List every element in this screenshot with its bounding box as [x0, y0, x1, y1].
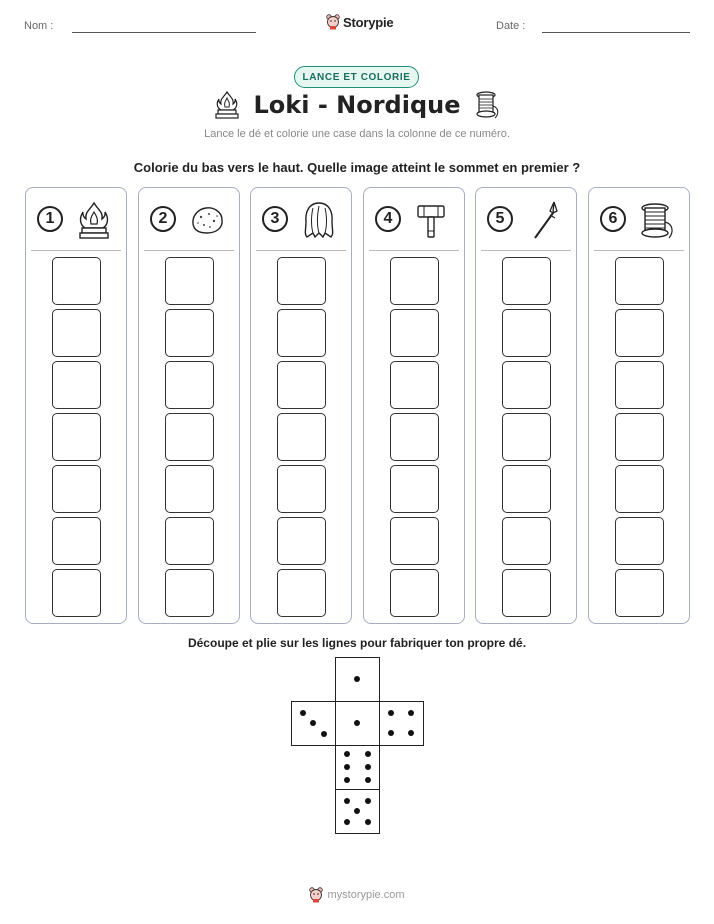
die-pip: [388, 730, 394, 736]
color-box[interactable]: [165, 465, 214, 513]
color-box[interactable]: [390, 569, 439, 617]
die-pip: [408, 730, 414, 736]
die-pip: [344, 819, 350, 825]
subtitle: Lance le dé et colorie une case dans la colonne de ce numéro.: [204, 128, 510, 140]
color-box[interactable]: [277, 517, 326, 565]
rock-icon: [187, 200, 227, 240]
column-header: [139, 200, 239, 240]
color-box[interactable]: [52, 413, 101, 461]
color-box[interactable]: [165, 569, 214, 617]
fire-icon: [214, 90, 240, 120]
column-header: [26, 200, 126, 240]
die-pip: [365, 751, 371, 757]
die-face-1: [335, 657, 380, 702]
color-box[interactable]: [277, 257, 326, 305]
color-box[interactable]: [615, 569, 664, 617]
column-header: [364, 200, 464, 240]
die-pip: [344, 777, 350, 783]
column-divider: [481, 250, 571, 251]
color-box[interactable]: [165, 413, 214, 461]
activity-badge: LANCE ET COLORIE: [294, 66, 419, 88]
column-number: 4: [375, 206, 401, 232]
color-box[interactable]: [502, 361, 551, 409]
color-box[interactable]: [52, 569, 101, 617]
color-box[interactable]: [502, 257, 551, 305]
column-divider: [594, 250, 684, 251]
color-box[interactable]: [277, 569, 326, 617]
date-label: Date :: [496, 20, 526, 32]
color-box[interactable]: [165, 517, 214, 565]
title-row: [0, 90, 714, 120]
page-title: Loki - Nordique: [253, 91, 461, 119]
color-box[interactable]: [390, 257, 439, 305]
die-pip: [408, 710, 414, 716]
bear-logo-icon: [326, 14, 340, 30]
color-box[interactable]: [277, 413, 326, 461]
die-pip: [344, 764, 350, 770]
column-header: [589, 200, 689, 240]
thread-spool-icon: [475, 90, 501, 120]
column-number: 1: [37, 206, 63, 232]
color-box[interactable]: [615, 361, 664, 409]
die-pip: [365, 819, 371, 825]
color-box[interactable]: [615, 257, 664, 305]
column-number: 2: [150, 206, 176, 232]
column-3: [250, 187, 352, 624]
name-line: [72, 32, 256, 33]
color-box[interactable]: [502, 413, 551, 461]
name-label: Nom :: [24, 20, 54, 32]
column-header: [251, 200, 351, 240]
die-pip: [344, 751, 350, 757]
column-divider: [144, 250, 234, 251]
die-pip: [365, 798, 371, 804]
color-box[interactable]: [502, 465, 551, 513]
color-box[interactable]: [52, 309, 101, 357]
color-box[interactable]: [277, 361, 326, 409]
brand-logo: [326, 14, 393, 30]
color-box[interactable]: [615, 309, 664, 357]
die-pip: [344, 798, 350, 804]
die-pip: [365, 777, 371, 783]
die-face-4: [379, 701, 424, 746]
die-pip: [300, 710, 306, 716]
cut-instruction: Découpe et plie sur les lignes pour fabriquer ton propre dé.: [187, 636, 527, 650]
color-box[interactable]: [52, 517, 101, 565]
die-pip: [354, 676, 360, 682]
column-divider: [31, 250, 121, 251]
color-box[interactable]: [52, 257, 101, 305]
footer-url: mystorypie.com: [327, 889, 405, 901]
color-box[interactable]: [390, 309, 439, 357]
color-box[interactable]: [277, 309, 326, 357]
color-box[interactable]: [502, 569, 551, 617]
die-face-3: [291, 701, 336, 746]
hammer-icon: [412, 200, 452, 240]
color-box[interactable]: [165, 309, 214, 357]
column-number: 3: [262, 206, 288, 232]
color-box[interactable]: [165, 361, 214, 409]
column-number: 5: [487, 206, 513, 232]
column-2: [138, 187, 240, 624]
color-box[interactable]: [52, 465, 101, 513]
brand-name: Storypie: [343, 14, 394, 30]
die-pip: [354, 808, 360, 814]
column-divider: [256, 250, 346, 251]
die-pip: [365, 764, 371, 770]
color-box[interactable]: [277, 465, 326, 513]
column-4: [363, 187, 465, 624]
column-divider: [369, 250, 459, 251]
die-pip: [354, 720, 360, 726]
date-line: [542, 32, 690, 33]
color-box[interactable]: [390, 517, 439, 565]
hair-icon: [299, 200, 339, 240]
die-face-5: [335, 789, 380, 834]
column-1: [25, 187, 127, 624]
footer: [0, 887, 714, 903]
fire-icon: [74, 200, 114, 240]
column-number: 6: [600, 206, 626, 232]
color-box[interactable]: [502, 309, 551, 357]
color-box[interactable]: [615, 465, 664, 513]
color-box[interactable]: [390, 413, 439, 461]
die-face-1: [335, 701, 380, 746]
bear-logo-icon: [309, 887, 323, 903]
die-pip: [388, 710, 394, 716]
thread-spool-icon: [637, 200, 677, 240]
die-pip: [310, 720, 316, 726]
color-box[interactable]: [502, 517, 551, 565]
die-face-6: [335, 745, 380, 790]
color-box[interactable]: [52, 361, 101, 409]
column-6: [588, 187, 690, 624]
spear-icon: [524, 200, 564, 240]
color-box[interactable]: [390, 361, 439, 409]
color-box[interactable]: [165, 257, 214, 305]
color-box[interactable]: [615, 413, 664, 461]
column-5: [475, 187, 577, 624]
color-box[interactable]: [615, 517, 664, 565]
color-box[interactable]: [390, 465, 439, 513]
column-header: [476, 200, 576, 240]
coloring-instruction: Colorie du bas vers le haut. Quelle image atteint le sommet en premier ?: [133, 160, 581, 175]
die-pip: [321, 731, 327, 737]
